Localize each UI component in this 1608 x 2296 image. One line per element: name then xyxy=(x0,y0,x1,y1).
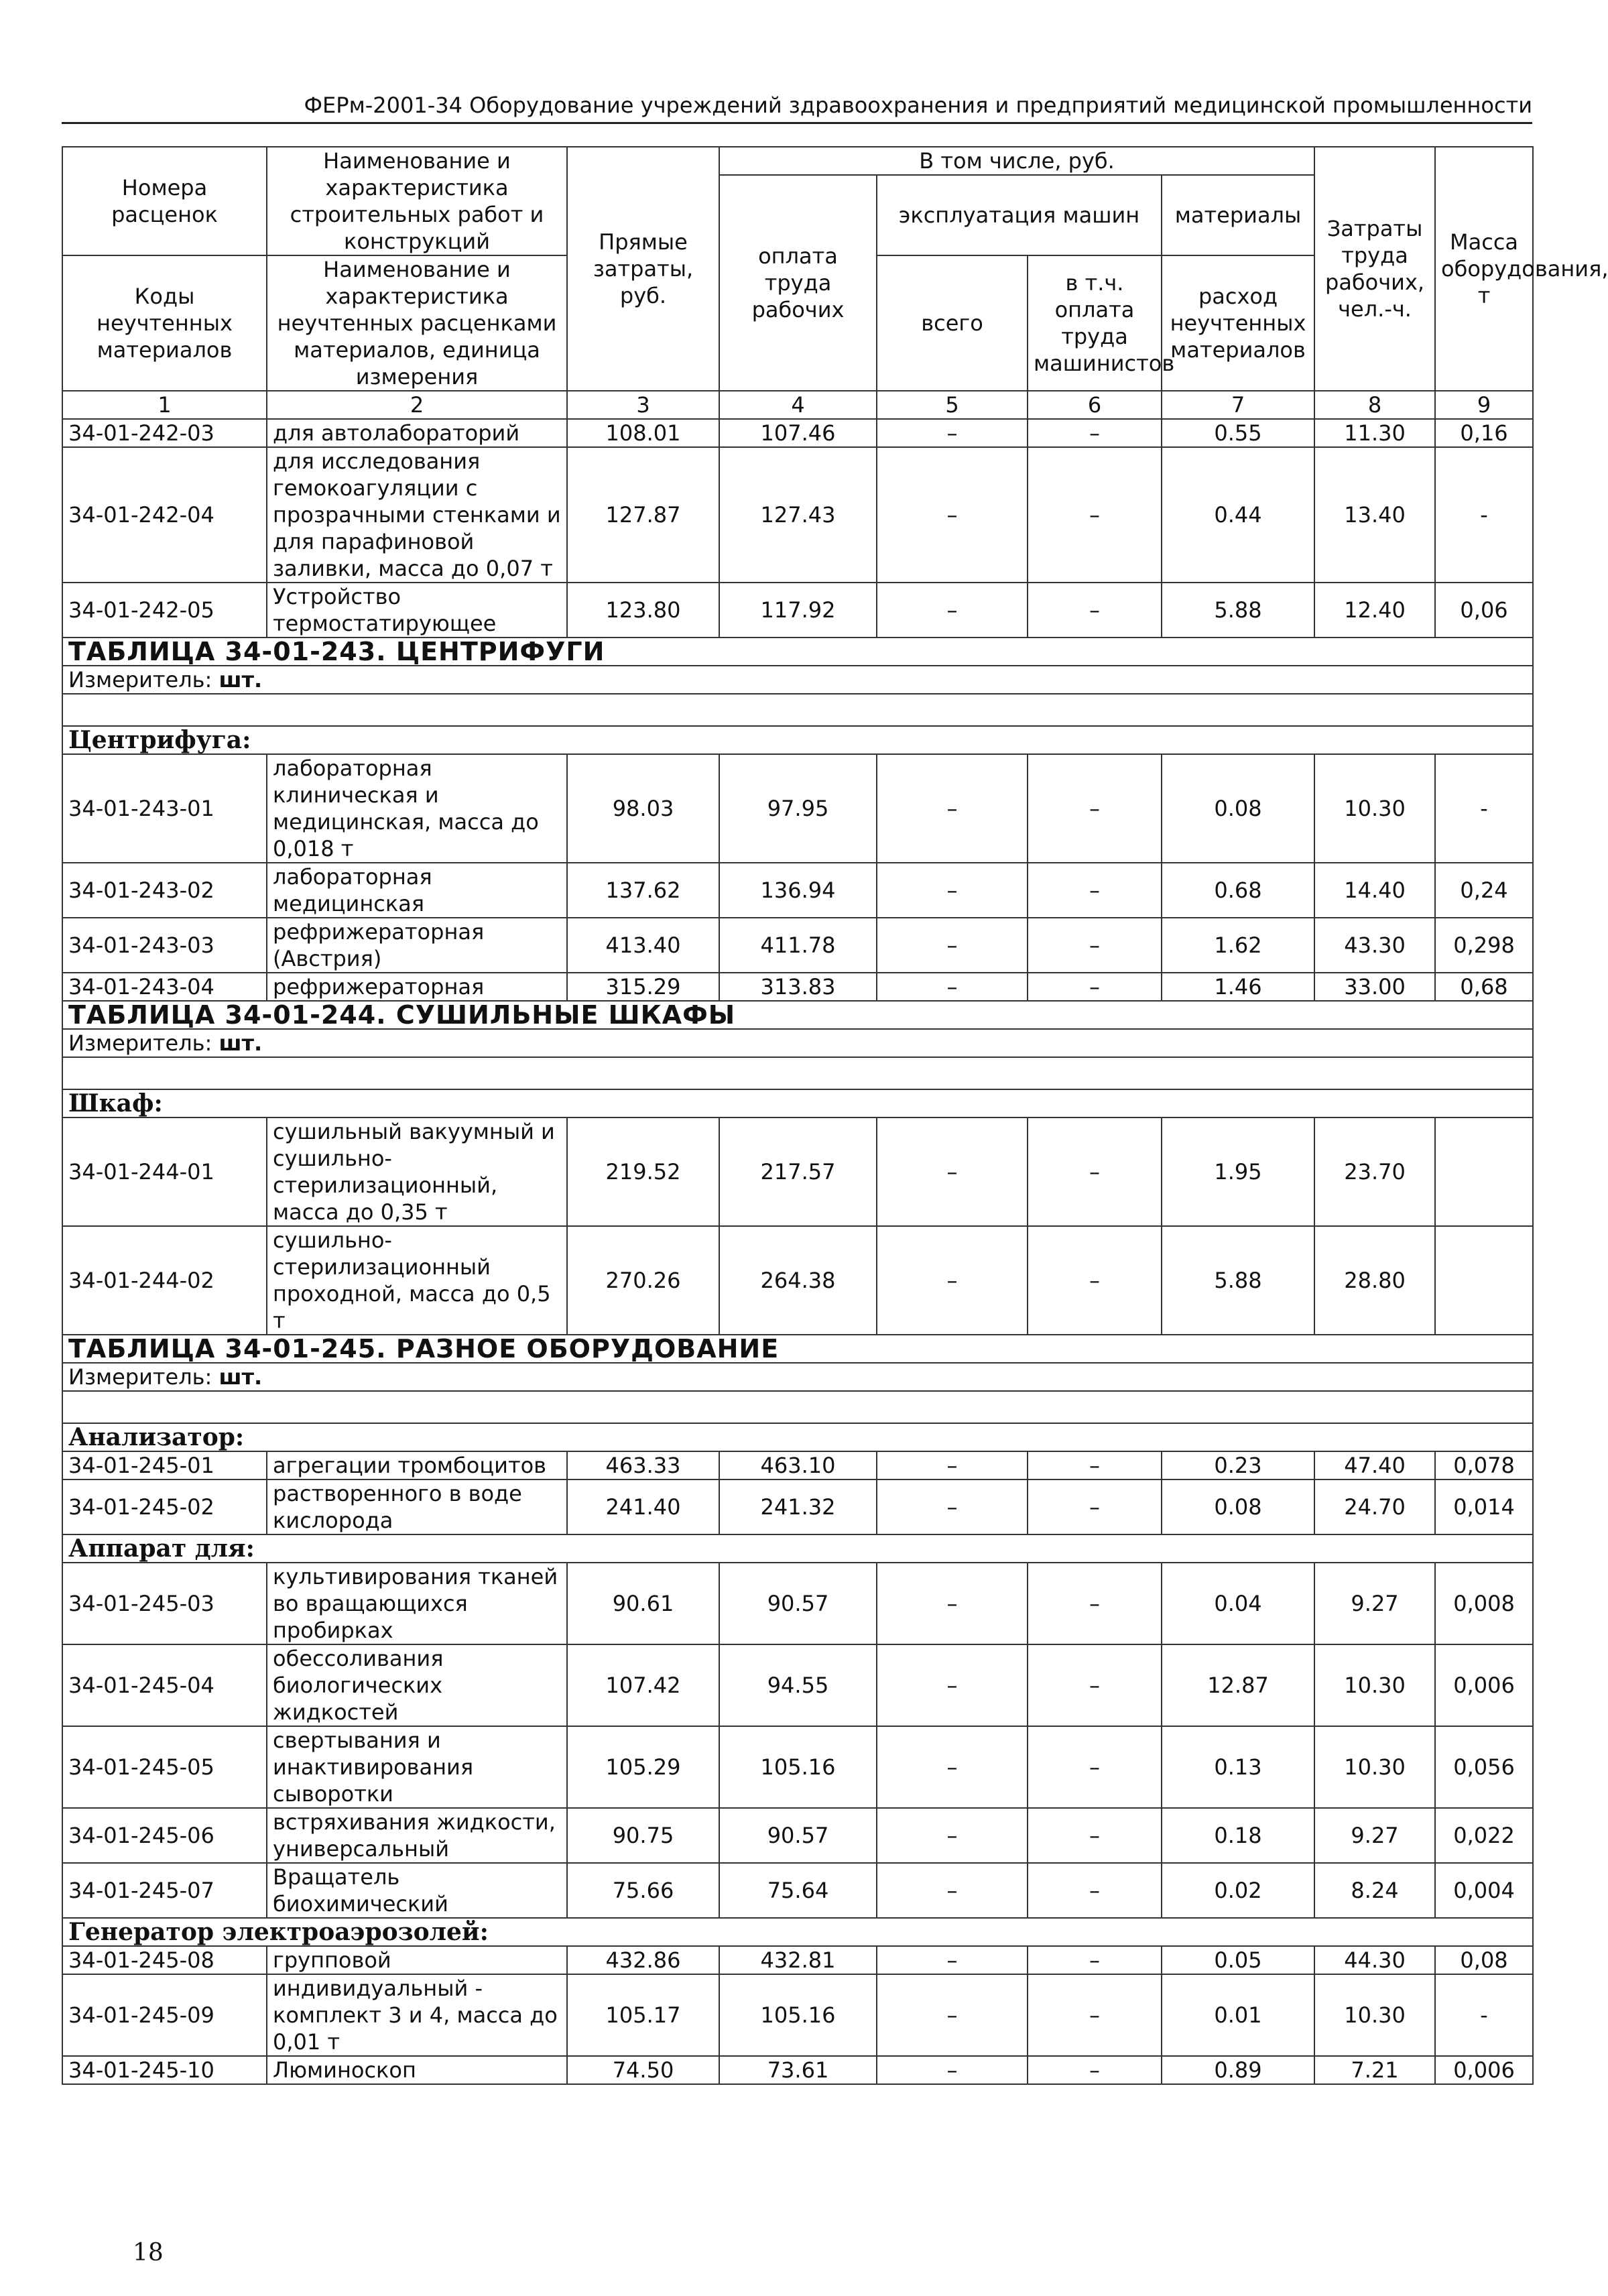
materials-cost: 5.88 xyxy=(1162,1226,1314,1335)
table-row xyxy=(62,1451,1533,1479)
materials-cost: 0.44 xyxy=(1162,447,1314,583)
direct-cost: 219.52 xyxy=(567,1117,719,1226)
wage-cost: 217.57 xyxy=(719,1117,877,1226)
equipment-mass: 0,06 xyxy=(1435,583,1533,638)
rate-code: 34-01-245-08 xyxy=(62,1946,267,1974)
machines-total: – xyxy=(877,1946,1028,1974)
direct-cost: 432.86 xyxy=(567,1946,719,1974)
wage-cost: 136.94 xyxy=(719,863,877,918)
table-row xyxy=(62,1974,1533,2056)
equipment-mass: 0,078 xyxy=(1435,1451,1533,1479)
column-number: 9 xyxy=(1435,391,1533,419)
rate-code: 34-01-243-04 xyxy=(62,973,267,1001)
rate-code: 34-01-244-02 xyxy=(62,1226,267,1335)
machines-total: – xyxy=(877,1644,1028,1726)
measure-label: Измеритель: xyxy=(68,1030,212,1056)
machines-total: – xyxy=(877,1863,1028,1918)
measure-unit: шт. xyxy=(219,1364,263,1390)
materials-cost: 12.87 xyxy=(1162,1644,1314,1726)
rate-code: 34-01-243-02 xyxy=(62,863,267,918)
direct-cost: 463.33 xyxy=(567,1451,719,1479)
group-label-row xyxy=(62,726,1533,754)
labor-hours: 33.00 xyxy=(1314,973,1435,1001)
col-mach-wage: в т.ч. оплата труда машинистов xyxy=(1028,255,1162,391)
labor-hours: 10.30 xyxy=(1314,1726,1435,1808)
table-row xyxy=(62,1479,1533,1534)
wage-cost: 90.57 xyxy=(719,1563,877,1644)
col-labor: Затраты труда рабочих, чел.-ч. xyxy=(1314,147,1435,391)
column-number: 1 xyxy=(62,391,267,419)
equipment-mass: 0,006 xyxy=(1435,2056,1533,2084)
materials-cost: 0.01 xyxy=(1162,1974,1314,2056)
rate-code: 34-01-245-07 xyxy=(62,1863,267,1918)
rate-name: обессоливания биологических жидкостей xyxy=(267,1644,567,1726)
labor-hours: 23.70 xyxy=(1314,1117,1435,1226)
rate-name: Люминоскоп xyxy=(267,2056,567,2084)
rate-code: 34-01-244-01 xyxy=(62,1117,267,1226)
rate-code: 34-01-245-05 xyxy=(62,1726,267,1808)
column-number: 2 xyxy=(267,391,567,419)
table-title: ТАБЛИЦА 34-01-245. РАЗНОЕ ОБОРУДОВАНИЕ xyxy=(62,1335,1533,1363)
wage-cost: 94.55 xyxy=(719,1644,877,1726)
equipment-mass: 0,022 xyxy=(1435,1808,1533,1863)
labor-hours: 24.70 xyxy=(1314,1479,1435,1534)
materials-cost: 0.23 xyxy=(1162,1451,1314,1479)
col-materials: материалы xyxy=(1162,175,1314,255)
machines-wage: – xyxy=(1028,1726,1162,1808)
machines-wage: – xyxy=(1028,1974,1162,2056)
rate-name: групповой xyxy=(267,1946,567,1974)
machines-wage: – xyxy=(1028,1644,1162,1726)
machines-total: – xyxy=(877,1563,1028,1644)
machines-total: – xyxy=(877,754,1028,863)
measure-line-row xyxy=(62,1029,1533,1057)
spacer-row xyxy=(62,1057,1533,1089)
column-number: 7 xyxy=(1162,391,1314,419)
machines-total: – xyxy=(877,973,1028,1001)
machines-total: – xyxy=(877,863,1028,918)
direct-cost: 90.75 xyxy=(567,1808,719,1863)
labor-hours: 9.27 xyxy=(1314,1808,1435,1863)
equipment-mass: 0,298 xyxy=(1435,918,1533,973)
table-title-row xyxy=(62,1335,1533,1363)
col-mach-total: всего xyxy=(877,255,1028,391)
machines-total: – xyxy=(877,1974,1028,2056)
table-row xyxy=(62,1226,1533,1335)
rate-name: сушильный вакуумный и сушильно-стерилизационный, масса до 0,35 т xyxy=(267,1117,567,1226)
group-label: Шкаф: xyxy=(62,1089,1533,1117)
wage-cost: 97.95 xyxy=(719,754,877,863)
rate-code: 34-01-245-10 xyxy=(62,2056,267,2084)
table-title-row xyxy=(62,638,1533,666)
measure-unit: шт. xyxy=(219,667,263,692)
direct-cost: 105.29 xyxy=(567,1726,719,1808)
machines-wage: – xyxy=(1028,1808,1162,1863)
rate-code: 34-01-245-06 xyxy=(62,1808,267,1863)
measure-line xyxy=(62,1363,1533,1391)
labor-hours: 44.30 xyxy=(1314,1946,1435,1974)
col-rate-no: Номера расценок xyxy=(62,147,267,255)
materials-cost: 0.89 xyxy=(1162,2056,1314,2084)
equipment-mass xyxy=(1435,1226,1533,1335)
col-mat-unacc: расход неучтенных материалов xyxy=(1162,255,1314,391)
rate-name: рефрижераторная (Австрия) xyxy=(267,918,567,973)
col-wage: оплата труда рабочих xyxy=(719,175,877,391)
materials-cost: 0.13 xyxy=(1162,1726,1314,1808)
col-incl: В том числе, руб. xyxy=(719,147,1314,175)
machines-wage: – xyxy=(1028,1563,1162,1644)
col-machines: эксплуатация машин xyxy=(877,175,1162,255)
table-row xyxy=(62,447,1533,583)
materials-cost: 0.08 xyxy=(1162,754,1314,863)
column-number: 8 xyxy=(1314,391,1435,419)
machines-wage: – xyxy=(1028,1117,1162,1226)
measure-label: Измеритель: xyxy=(68,1364,212,1390)
machines-total: – xyxy=(877,1226,1028,1335)
table-body xyxy=(62,419,1533,2084)
page-number: 18 xyxy=(133,2239,164,2267)
machines-wage: – xyxy=(1028,2056,1162,2084)
machines-wage: – xyxy=(1028,583,1162,638)
table-row xyxy=(62,1726,1533,1808)
machines-total: – xyxy=(877,1451,1028,1479)
direct-cost: 108.01 xyxy=(567,419,719,447)
col-name-bottom: Наименование и характеристика неучтенных расценками материалов, единица измерения xyxy=(267,255,567,391)
labor-hours: 8.24 xyxy=(1314,1863,1435,1918)
table-row xyxy=(62,2056,1533,2084)
spacer xyxy=(62,1057,1533,1089)
materials-cost: 1.62 xyxy=(1162,918,1314,973)
machines-wage: – xyxy=(1028,918,1162,973)
rate-code: 34-01-242-04 xyxy=(62,447,267,583)
group-label-row xyxy=(62,1534,1533,1563)
materials-cost: 0.55 xyxy=(1162,419,1314,447)
rate-code: 34-01-242-03 xyxy=(62,419,267,447)
rate-code: 34-01-243-03 xyxy=(62,918,267,973)
labor-hours: 9.27 xyxy=(1314,1563,1435,1644)
measure-unit: шт. xyxy=(219,1030,263,1056)
measure-label: Измеритель: xyxy=(68,667,212,692)
direct-cost: 241.40 xyxy=(567,1479,719,1534)
wage-cost: 107.46 xyxy=(719,419,877,447)
table-title: ТАБЛИЦА 34-01-244. СУШИЛЬНЫЕ ШКАФЫ xyxy=(62,1001,1533,1029)
col-codes: Коды неучтенных материалов xyxy=(62,255,267,391)
rate-name: рефрижераторная xyxy=(267,973,567,1001)
direct-cost: 75.66 xyxy=(567,1863,719,1918)
wage-cost: 127.43 xyxy=(719,447,877,583)
table-row xyxy=(62,1863,1533,1918)
rate-name: лабораторная медицинская xyxy=(267,863,567,918)
table-row xyxy=(62,1946,1533,1974)
table-title-row xyxy=(62,1001,1533,1029)
table-row xyxy=(62,1117,1533,1226)
rate-name: агрегации тромбоцитов xyxy=(267,1451,567,1479)
machines-wage: – xyxy=(1028,1479,1162,1534)
machines-total: – xyxy=(877,1479,1028,1534)
machines-wage: – xyxy=(1028,1451,1162,1479)
rate-code: 34-01-245-01 xyxy=(62,1451,267,1479)
measure-line-row xyxy=(62,666,1533,694)
equipment-mass: 0,008 xyxy=(1435,1563,1533,1644)
spacer xyxy=(62,694,1533,726)
table-row xyxy=(62,583,1533,638)
wage-cost: 90.57 xyxy=(719,1808,877,1863)
measure-line xyxy=(62,1029,1533,1057)
rate-code: 34-01-245-03 xyxy=(62,1563,267,1644)
column-number: 6 xyxy=(1028,391,1162,419)
rate-name: сушильно-стерилизационный проходной, масса до 0,5 т xyxy=(267,1226,567,1335)
measure-line-row xyxy=(62,1363,1533,1391)
group-label-row xyxy=(62,1918,1533,1946)
rate-name: свертывания и инактивирования сыворотки xyxy=(267,1726,567,1808)
col-name-top: Наименование и характеристика строительных работ и конструкций xyxy=(267,147,567,255)
equipment-mass xyxy=(1435,1117,1533,1226)
equipment-mass: 0,16 xyxy=(1435,419,1533,447)
machines-total: – xyxy=(877,1726,1028,1808)
materials-cost: 0.05 xyxy=(1162,1946,1314,1974)
labor-hours: 10.30 xyxy=(1314,754,1435,863)
machines-total: – xyxy=(877,2056,1028,2084)
group-label-row xyxy=(62,1423,1533,1451)
rate-name: встряхивания жидкости, универсальный xyxy=(267,1808,567,1863)
direct-cost: 107.42 xyxy=(567,1644,719,1726)
wage-cost: 264.38 xyxy=(719,1226,877,1335)
wage-cost: 432.81 xyxy=(719,1946,877,1974)
rate-name: растворенного в воде кислорода xyxy=(267,1479,567,1534)
table-title: ТАБЛИЦА 34-01-243. ЦЕНТРИФУГИ xyxy=(62,638,1533,666)
labor-hours: 13.40 xyxy=(1314,447,1435,583)
rate-name: для исследования гемокоагуляции с прозрачными стенками и для парафиновой заливки, масса до 0,07 т xyxy=(267,447,567,583)
wage-cost: 73.61 xyxy=(719,2056,877,2084)
col-mass: Масса оборудования, т xyxy=(1435,147,1533,391)
table-row xyxy=(62,1808,1533,1863)
equipment-mass: - xyxy=(1435,1974,1533,2056)
direct-cost: 270.26 xyxy=(567,1226,719,1335)
wage-cost: 117.92 xyxy=(719,583,877,638)
direct-cost: 74.50 xyxy=(567,2056,719,2084)
column-number: 3 xyxy=(567,391,719,419)
machines-total: – xyxy=(877,583,1028,638)
materials-cost: 0.08 xyxy=(1162,1479,1314,1534)
machines-wage: – xyxy=(1028,447,1162,583)
equipment-mass: 0,08 xyxy=(1435,1946,1533,1974)
labor-hours: 14.40 xyxy=(1314,863,1435,918)
equipment-mass: - xyxy=(1435,754,1533,863)
materials-cost: 1.46 xyxy=(1162,973,1314,1001)
column-number: 5 xyxy=(877,391,1028,419)
rate-code: 34-01-242-05 xyxy=(62,583,267,638)
equipment-mass: 0,68 xyxy=(1435,973,1533,1001)
machines-total: – xyxy=(877,1117,1028,1226)
direct-cost: 137.62 xyxy=(567,863,719,918)
labor-hours: 11.30 xyxy=(1314,419,1435,447)
equipment-mass: 0,24 xyxy=(1435,863,1533,918)
materials-cost: 0.02 xyxy=(1162,1863,1314,1918)
group-label: Аппарат для: xyxy=(62,1534,1533,1563)
wage-cost: 411.78 xyxy=(719,918,877,973)
machines-wage: – xyxy=(1028,419,1162,447)
machines-wage: – xyxy=(1028,973,1162,1001)
group-label: Генератор электроаэрозолей: xyxy=(62,1918,1533,1946)
machines-total: – xyxy=(877,447,1028,583)
group-label: Анализатор: xyxy=(62,1423,1533,1451)
wage-cost: 313.83 xyxy=(719,973,877,1001)
col-direct: Прямые затраты, руб. xyxy=(567,147,719,391)
page-header: ФЕРм-2001-34 Оборудование учреждений здравоохранения и предприятий медицинской промышленности xyxy=(62,93,1532,124)
labor-hours: 12.40 xyxy=(1314,583,1435,638)
group-label-row xyxy=(62,1089,1533,1117)
table-row xyxy=(62,973,1533,1001)
labor-hours: 10.30 xyxy=(1314,1974,1435,2056)
materials-cost: 1.95 xyxy=(1162,1117,1314,1226)
labor-hours: 28.80 xyxy=(1314,1226,1435,1335)
rate-name: Вращатель биохимический xyxy=(267,1863,567,1918)
direct-cost: 105.17 xyxy=(567,1974,719,2056)
materials-cost: 0.04 xyxy=(1162,1563,1314,1644)
equipment-mass: 0,006 xyxy=(1435,1644,1533,1726)
table-row xyxy=(62,1644,1533,1726)
rate-name: культивирования тканей во вращающихся пробирках xyxy=(267,1563,567,1644)
column-number: 4 xyxy=(719,391,877,419)
machines-total: – xyxy=(877,918,1028,973)
direct-cost: 98.03 xyxy=(567,754,719,863)
materials-cost: 5.88 xyxy=(1162,583,1314,638)
direct-cost: 413.40 xyxy=(567,918,719,973)
rate-name: индивидуальный - комплект 3 и 4, масса до 0,01 т xyxy=(267,1974,567,2056)
machines-total: – xyxy=(877,1808,1028,1863)
wage-cost: 241.32 xyxy=(719,1479,877,1534)
spacer-row xyxy=(62,1391,1533,1423)
column-number-row xyxy=(62,391,1533,419)
spacer xyxy=(62,1391,1533,1423)
machines-total: – xyxy=(877,419,1028,447)
rate-code: 34-01-245-02 xyxy=(62,1479,267,1534)
spacer-row xyxy=(62,694,1533,726)
estimate-table xyxy=(62,146,1608,2085)
table-row xyxy=(62,863,1533,918)
rate-code: 34-01-243-01 xyxy=(62,754,267,863)
machines-wage: – xyxy=(1028,754,1162,863)
equipment-mass: 0,014 xyxy=(1435,1479,1533,1534)
equipment-mass: - xyxy=(1435,447,1533,583)
wage-cost: 75.64 xyxy=(719,1863,877,1918)
table-row xyxy=(62,419,1533,447)
rate-code: 34-01-245-09 xyxy=(62,1974,267,2056)
labor-hours: 10.30 xyxy=(1314,1644,1435,1726)
table-row xyxy=(62,1563,1533,1644)
direct-cost: 315.29 xyxy=(567,973,719,1001)
machines-wage: – xyxy=(1028,1863,1162,1918)
table-row xyxy=(62,918,1533,973)
wage-cost: 463.10 xyxy=(719,1451,877,1479)
measure-line xyxy=(62,666,1533,694)
table-head xyxy=(62,147,1608,419)
machines-wage: – xyxy=(1028,1946,1162,1974)
table-row xyxy=(62,754,1533,863)
direct-cost: 127.87 xyxy=(567,447,719,583)
rate-name: Устройство термостатирующее xyxy=(267,583,567,638)
wage-cost: 105.16 xyxy=(719,1974,877,2056)
materials-cost: 0.68 xyxy=(1162,863,1314,918)
direct-cost: 90.61 xyxy=(567,1563,719,1644)
direct-cost: 123.80 xyxy=(567,583,719,638)
labor-hours: 47.40 xyxy=(1314,1451,1435,1479)
labor-hours: 43.30 xyxy=(1314,918,1435,973)
equipment-mass: 0,056 xyxy=(1435,1726,1533,1808)
wage-cost: 105.16 xyxy=(719,1726,877,1808)
labor-hours: 7.21 xyxy=(1314,2056,1435,2084)
machines-wage: – xyxy=(1028,863,1162,918)
rate-code: 34-01-245-04 xyxy=(62,1644,267,1726)
equipment-mass: 0,004 xyxy=(1435,1863,1533,1918)
rate-name: лабораторная клиническая и медицинская, масса до 0,018 т xyxy=(267,754,567,863)
group-label: Центрифуга: xyxy=(62,726,1533,754)
rate-name: для автолабораторий xyxy=(267,419,567,447)
materials-cost: 0.18 xyxy=(1162,1808,1314,1863)
machines-wage: – xyxy=(1028,1226,1162,1335)
